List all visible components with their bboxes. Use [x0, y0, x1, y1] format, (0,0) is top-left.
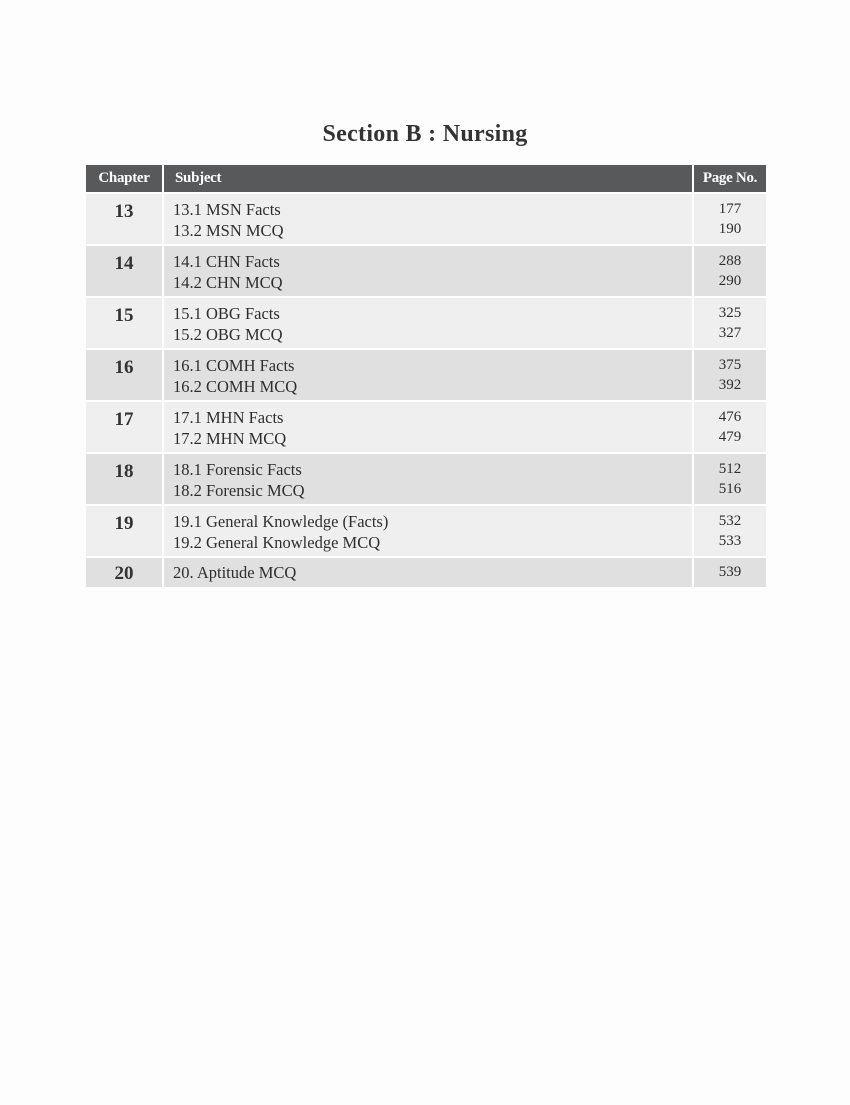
chapter-cell [86, 557, 163, 587]
subject-entry: 19.2 General Knowledge MCQ [173, 533, 381, 552]
subject-entry: 15.2 OBG MCQ [173, 325, 283, 344]
subject-entry: 14.2 CHN MCQ [173, 273, 283, 292]
page-number: 325 [718, 305, 742, 321]
chapter-cell [86, 297, 163, 349]
subject-entry: 13.1 MSN Facts [173, 200, 281, 219]
chapter-cell [86, 245, 163, 297]
page-cell [693, 193, 766, 245]
table-row [86, 297, 766, 349]
chapter-number: 16 [114, 357, 134, 378]
chapter-cell [86, 193, 163, 245]
subject-cell [163, 349, 693, 401]
chapter-cell [86, 349, 163, 401]
page-cell [693, 349, 766, 401]
subject-entry: 18.2 Forensic MCQ [173, 481, 305, 500]
page-number: 533 [718, 533, 742, 549]
chapter-number: 20 [114, 563, 134, 584]
contents-table [86, 165, 766, 587]
page-cell [693, 557, 766, 587]
chapter-cell [86, 453, 163, 505]
chapter-number: 17 [114, 409, 134, 430]
column-header-subject: Subject [163, 165, 693, 193]
chapter-number: 13 [114, 201, 134, 222]
chapter-number: 14 [114, 253, 134, 274]
page-number: 516 [718, 481, 742, 497]
page-number: 288 [718, 253, 742, 269]
subject-entry: 16.2 COMH MCQ [173, 377, 298, 396]
chapter-number: 18 [114, 461, 134, 482]
page-number: 392 [718, 377, 742, 393]
subject-entry: 15.1 OBG Facts [173, 304, 280, 323]
subject-cell [163, 297, 693, 349]
subject-cell [163, 557, 693, 587]
table-row [86, 349, 766, 401]
subject-cell [163, 505, 693, 557]
page-number: 375 [718, 357, 742, 373]
subject-cell [163, 401, 693, 453]
page-cell [693, 505, 766, 557]
subject-entry: 16.1 COMH Facts [173, 356, 295, 375]
subject-cell [163, 193, 693, 245]
subject-entry: 14.1 CHN Facts [173, 252, 280, 271]
page-number: 476 [718, 409, 742, 425]
table-row [86, 401, 766, 453]
page-number: 479 [718, 429, 742, 445]
page-number: 532 [718, 513, 742, 529]
table-row [86, 245, 766, 297]
table-row [86, 453, 766, 505]
page-title: Section B : Nursing [322, 121, 528, 147]
subject-entry: 18.1 Forensic Facts [173, 460, 302, 479]
page-cell [693, 245, 766, 297]
page-number: 512 [718, 461, 742, 477]
subject-cell [163, 245, 693, 297]
subject-entry: 13.2 MSN MCQ [173, 221, 284, 240]
chapter-number: 15 [114, 305, 134, 326]
subject-entry: 17.2 MHN MCQ [173, 429, 287, 448]
page-cell [693, 297, 766, 349]
table-row [86, 557, 766, 587]
subject-entry: 20. Aptitude MCQ [173, 563, 297, 582]
table-row [86, 193, 766, 245]
column-header-chapter: Chapter [86, 165, 163, 193]
page-number: 190 [718, 221, 742, 237]
page-number: 290 [718, 273, 742, 289]
chapter-cell [86, 401, 163, 453]
subject-entry: 19.1 General Knowledge (Facts) [173, 512, 389, 531]
column-header-page: Page No. [693, 165, 766, 193]
page-cell [693, 401, 766, 453]
table-row [86, 505, 766, 557]
chapter-cell [86, 505, 163, 557]
page-cell [693, 453, 766, 505]
page-number: 177 [718, 201, 742, 217]
subject-entry: 17.1 MHN Facts [173, 408, 284, 427]
table-header-row [86, 165, 766, 193]
page-number: 539 [718, 564, 742, 580]
chapter-number: 19 [114, 513, 134, 534]
page-number: 327 [718, 325, 742, 341]
subject-cell [163, 453, 693, 505]
